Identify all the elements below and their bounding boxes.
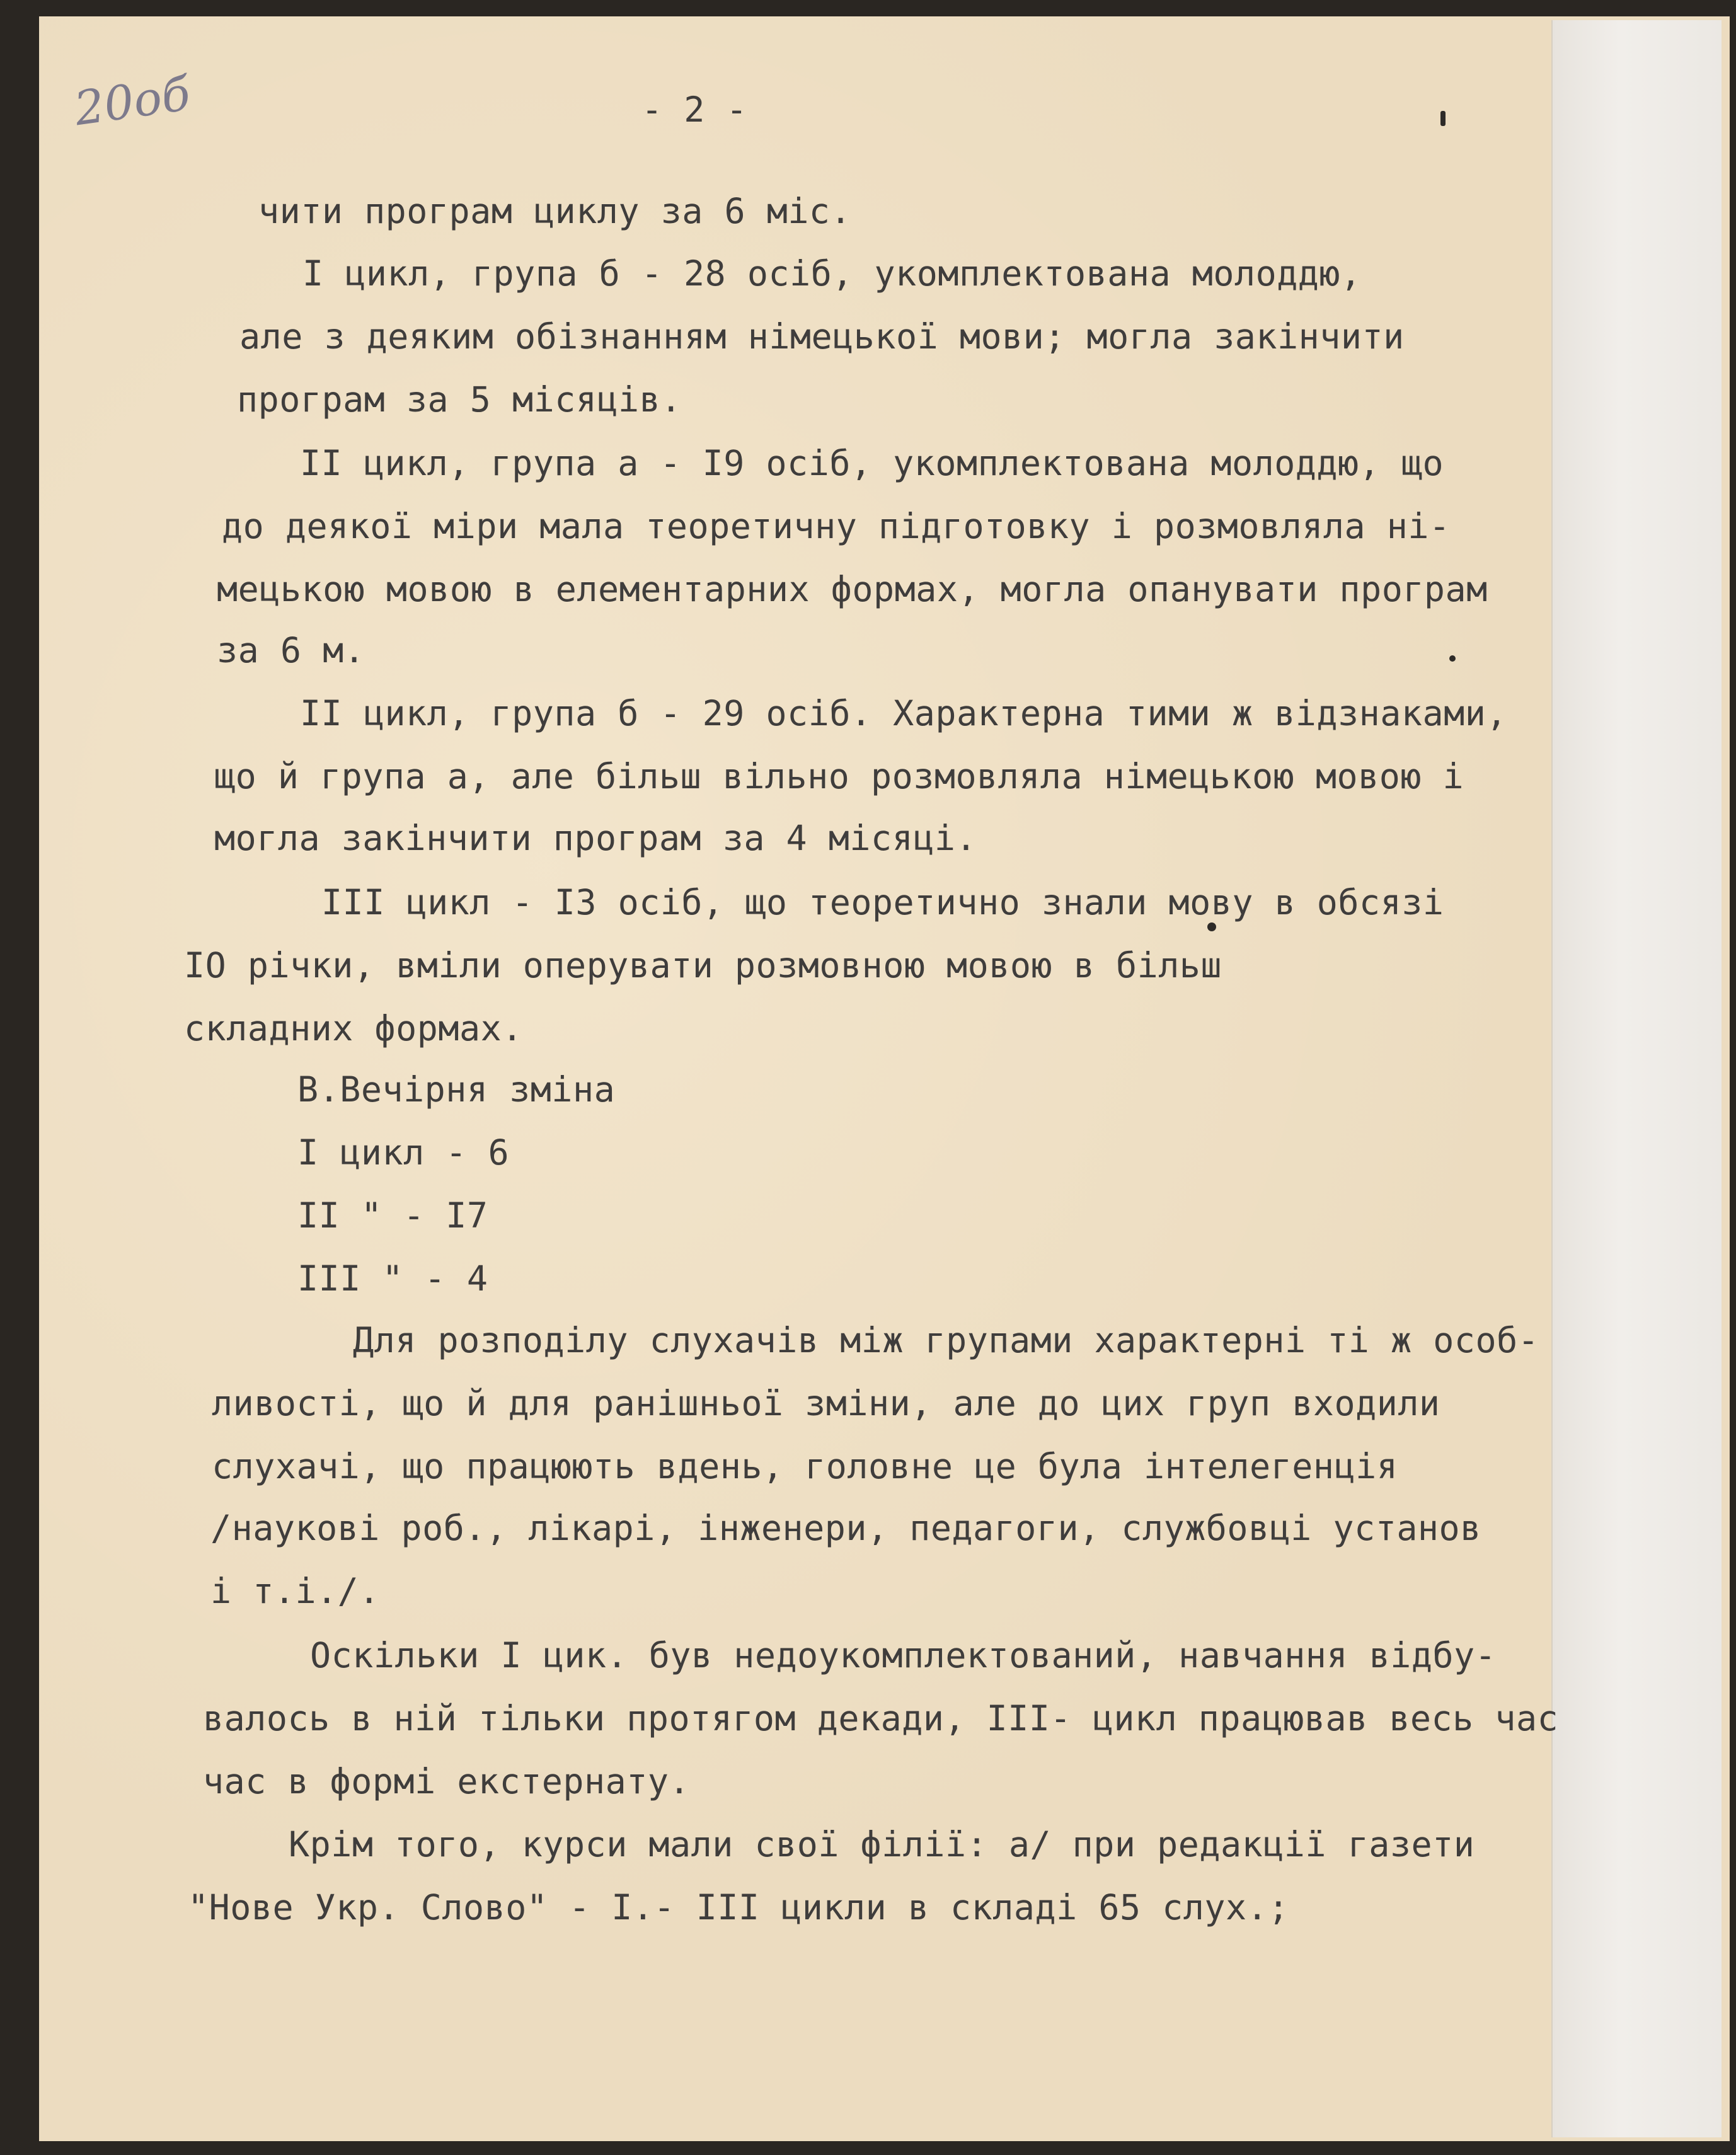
text-line: II цикл, група а - I9 осіб, укомплектована молоддю, що: [300, 443, 1444, 483]
text-line: ливості, що й для ранішньої зміни, але до цих груп входили: [212, 1383, 1440, 1423]
text-line: чити програм циклу за 6 міс.: [258, 191, 852, 231]
text-line: слухачі, що працюють вдень, головне це була інтелегенція: [212, 1446, 1398, 1486]
text-line: могла закінчити програм за 4 місяці.: [214, 818, 977, 858]
text-line: III " - 4: [297, 1258, 488, 1299]
text-line: II " - I7: [297, 1195, 488, 1236]
text-line: що й група а, але більш вільно розмовляла німецькою мовою і: [214, 756, 1464, 796]
text-line: до деякої міри мала теоретичну підготовку і розмовляла ні-: [222, 506, 1451, 546]
text-line: /наукові роб., лікарі, інженери, педагоги, службовці установ: [210, 1508, 1481, 1548]
text-line: але з деяким обізнанням німецької мови; могла закінчити: [239, 316, 1405, 357]
text-line: IO річки, вміли оперувати розмовною мовою в більш: [184, 945, 1222, 986]
text-line: "Нове Укр. Слово" - I.- III цикли в складі 65 слух.;: [188, 1887, 1289, 1928]
ink-blot: [1449, 655, 1456, 662]
ink-blot: [1207, 922, 1216, 931]
text-line: валось в ній тільки протягом декади, III- цикл працював весь час: [203, 1698, 1559, 1738]
ink-blot: [1440, 111, 1446, 126]
archive-folio-number: 20об: [71, 66, 193, 137]
text-line: I цикл, група б - 28 осіб, укомплектована молоддю,: [302, 253, 1362, 294]
text-line: Оскільки I цик. був недоукомплектований, навчання відбу-: [310, 1635, 1497, 1675]
text-line: Для розподілу слухачів між групами характерні ті ж особ-: [353, 1320, 1539, 1360]
text-line: складних формах.: [184, 1008, 523, 1049]
text-line: В.Вечірня зміна: [297, 1069, 616, 1110]
text-line: II цикл, група б - 29 осіб. Характерна тими ж відзнаками,: [300, 693, 1507, 733]
page-number: - 2 -: [641, 89, 748, 130]
text-line: за 6 м.: [217, 630, 365, 670]
text-line: мецькою мовою в елементарних формах, могла опанувати програм: [217, 569, 1488, 609]
tissue-paper-edge: [1551, 20, 1722, 2137]
text-line: програм за 5 місяців.: [237, 379, 682, 420]
text-line: Крім того, курси мали свої філії: а/ при редакції газети: [289, 1824, 1475, 1865]
text-line: III цикл - I3 осіб, що теоретично знали мову в обсязі: [321, 882, 1444, 922]
text-line: час в формі екстернату.: [203, 1761, 691, 1802]
text-line: і т.і./.: [210, 1571, 380, 1611]
text-line: I цикл - 6: [297, 1132, 510, 1173]
